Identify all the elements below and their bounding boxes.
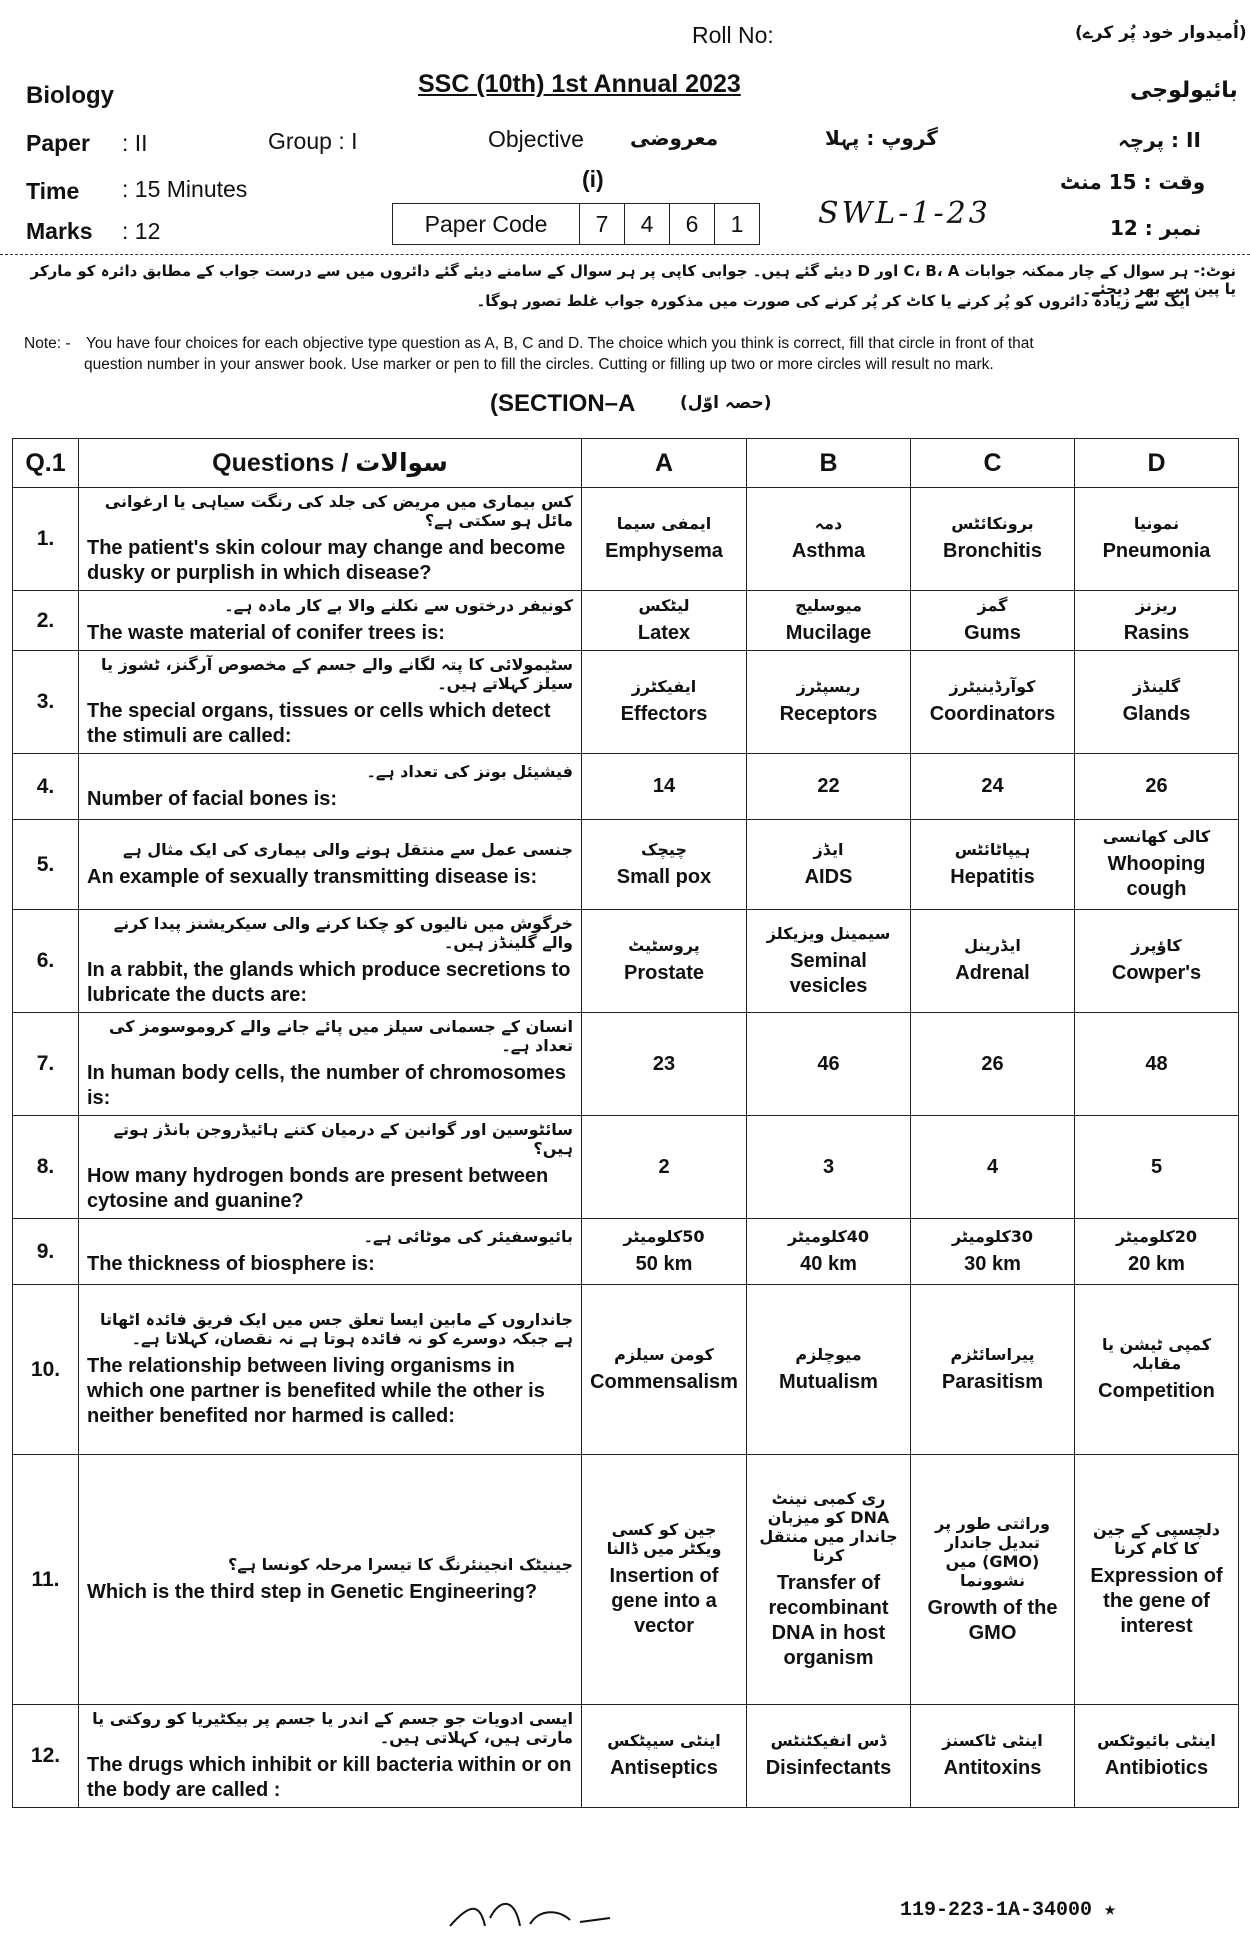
table-row xyxy=(13,591,1239,651)
option-b-cell xyxy=(747,1116,911,1219)
table-row xyxy=(13,754,1239,820)
option-b: Seminal vesicles xyxy=(789,949,868,997)
option-a: 23 xyxy=(652,1052,676,1075)
question-number: 2. xyxy=(13,591,79,651)
option-b: Disinfectants xyxy=(765,1757,892,1779)
option-c-cell xyxy=(911,1116,1075,1219)
question-urdu: بائیوسفیئر کی موٹائی ہے۔ xyxy=(363,1226,573,1246)
option-b-urdu: دمہ xyxy=(814,514,843,533)
option-b: AIDS xyxy=(804,865,853,888)
option-c: Growth of the GMO xyxy=(927,1596,1058,1644)
option-a-cell xyxy=(582,1013,747,1116)
option-b-urdu: میوسلیج xyxy=(795,595,862,615)
marks-urdu: نمبر : 12 xyxy=(1110,216,1202,240)
section-title: (SECTION–A xyxy=(490,390,636,417)
option-a: Emphysema xyxy=(605,540,723,562)
option-c: Parasitism xyxy=(941,1370,1044,1393)
question-urdu: فیشیئل بونز کی تعداد ہے۔ xyxy=(366,761,573,781)
question-number: 8. xyxy=(13,1116,79,1219)
option-d-cell xyxy=(1075,1285,1239,1455)
question-cell xyxy=(79,1219,582,1285)
table-header-row xyxy=(13,439,1239,488)
option-a: 14 xyxy=(652,775,676,797)
option-b: Mutualism xyxy=(779,1370,878,1393)
option-a-urdu: پروسٹیٹ xyxy=(628,936,700,955)
option-b: 3 xyxy=(822,1155,835,1178)
option-b-cell xyxy=(747,754,911,820)
option-b-urdu: ایڈز xyxy=(813,839,844,859)
table-row xyxy=(13,1455,1239,1705)
paper-label: Paper xyxy=(26,130,90,156)
option-d-urdu: نمونیا xyxy=(1133,514,1180,533)
option-b-urdu: میوچلزم xyxy=(795,1344,862,1364)
option-a-cell xyxy=(582,754,747,820)
handwritten-code: SWL-1-23 xyxy=(818,196,991,231)
note-english-label: Note: - xyxy=(24,335,71,352)
time-value: : 15 Minutes xyxy=(122,176,248,202)
subject-label: Biology xyxy=(26,82,114,109)
option-b-urdu: ریسپٹرز xyxy=(796,677,861,696)
option-b: 46 xyxy=(817,1052,840,1075)
option-c-urdu: ہیپاٹائٹس xyxy=(954,839,1031,859)
option-a: Antiseptics xyxy=(610,1757,718,1779)
question-number: 10. xyxy=(13,1285,79,1455)
option-a: Commensalism xyxy=(590,1370,738,1393)
question-urdu: جانداروں کے مابین ایسا تعلق جس میں ایک فریق فائدہ اٹھاتا ہے جبکہ دوسرے کو نہ فائدہ ہوتا ہے نہ نقصان، کہلاتا ہے۔ xyxy=(100,1310,573,1348)
header-b: B xyxy=(747,439,911,488)
question-english: The special organs, tissues or cells which detect the stimuli are called: xyxy=(87,700,551,747)
note-english-line2: question number in your answer book. Use marker or pen to fill the circles. Cutting or filling up two or more circles will result no mark. xyxy=(84,356,994,373)
option-d: Expression of the gene of interest xyxy=(1090,1565,1223,1637)
question-number: 9. xyxy=(13,1219,79,1285)
option-d-cell xyxy=(1075,591,1239,651)
option-c-cell xyxy=(911,1285,1075,1455)
option-c-cell xyxy=(911,820,1075,910)
option-b-cell xyxy=(747,1219,911,1285)
section-title-urdu: (حصہ اوّل) xyxy=(680,393,772,413)
option-c-cell xyxy=(911,488,1075,591)
option-d-urdu: کمپی ٹیشن یا مقابلہ xyxy=(1101,1335,1212,1373)
question-number: 12. xyxy=(13,1705,79,1808)
option-b: Receptors xyxy=(779,703,878,725)
marks-label: Marks xyxy=(26,218,93,244)
option-c-urdu: کوآرڈینیٹرز xyxy=(949,677,1036,696)
table-row xyxy=(13,820,1239,910)
exam-title: SSC (10th) 1st Annual 2023 xyxy=(418,70,741,98)
option-d-cell xyxy=(1075,754,1239,820)
option-b-urdu: ڈس انفیکٹنٹس xyxy=(770,1731,887,1750)
paper-code-box xyxy=(392,203,760,245)
paper-value: : II xyxy=(122,130,148,156)
option-c: 30 km xyxy=(964,1252,1021,1275)
header-q: Q.1 xyxy=(13,439,79,488)
option-c-cell xyxy=(911,1013,1075,1116)
option-a: Effectors xyxy=(620,703,708,725)
option-a-cell xyxy=(582,1285,747,1455)
option-a-cell xyxy=(582,910,747,1013)
question-urdu: خرگوش میں نالیوں کو چکنا کرنے والی سیکریشنز پیدا کرنے والے گلینڈز ہیں۔ xyxy=(113,914,573,952)
option-b: 22 xyxy=(817,775,840,797)
option-b: 40 km xyxy=(800,1252,857,1275)
table-row xyxy=(13,1116,1239,1219)
option-c-cell xyxy=(911,1219,1075,1285)
option-c-urdu: وراثتی طور پر تبدیل جاندار (GMO) میں نشوونما xyxy=(935,1513,1050,1590)
subject-urdu: بائیولوجی xyxy=(1130,78,1238,103)
option-a: Insertion of gene into a vector xyxy=(609,1565,719,1637)
header-a: A xyxy=(582,439,747,488)
question-english: The patient's skin colour may change and become dusky or purplish in which disease? xyxy=(87,537,566,584)
option-d: Whooping cough xyxy=(1107,853,1206,900)
option-b-cell xyxy=(747,820,911,910)
objective-urdu: معروضی xyxy=(630,126,719,150)
option-b-urdu: 40کلومیٹر xyxy=(787,1226,870,1246)
option-c-urdu: ایڈرینل xyxy=(964,936,1021,955)
question-english: The thickness of biosphere is: xyxy=(87,1252,375,1275)
option-c-urdu: پیراسائٹزم xyxy=(950,1344,1035,1364)
option-c: Bronchitis xyxy=(943,540,1042,562)
question-cell xyxy=(79,1705,582,1808)
paper-code-digit: 7 xyxy=(579,204,624,244)
option-a-urdu: جین کو کسی ویکٹر میں ڈالنا xyxy=(606,1520,722,1558)
option-c: Hepatitis xyxy=(950,865,1035,888)
option-c-cell xyxy=(911,910,1075,1013)
option-b: Asthma xyxy=(791,540,866,562)
option-c: Antitoxins xyxy=(943,1757,1042,1779)
time-label: Time xyxy=(26,178,80,204)
option-d-urdu: کاؤپرز xyxy=(1131,936,1182,955)
question-urdu: جنسی عمل سے منتقل ہونے والی بیماری کی ایک مثال ہے xyxy=(122,839,573,859)
question-cell xyxy=(79,488,582,591)
option-c: Coordinators xyxy=(929,703,1056,725)
option-d: 48 xyxy=(1145,1052,1168,1075)
option-d-cell xyxy=(1075,910,1239,1013)
question-cell xyxy=(79,1285,582,1455)
header-c: C xyxy=(911,439,1075,488)
question-cell xyxy=(79,651,582,754)
question-cell xyxy=(79,910,582,1013)
option-a-cell xyxy=(582,651,747,754)
table-row xyxy=(13,651,1239,754)
option-d-cell xyxy=(1075,1705,1239,1808)
table-row xyxy=(13,910,1239,1013)
option-d-cell xyxy=(1075,820,1239,910)
table-row xyxy=(13,488,1239,591)
question-english: The relationship between living organisms in which one partner is benefited while the other is neither benefited nor harmed is called: xyxy=(87,1355,545,1427)
header-divider xyxy=(0,254,1250,255)
question-urdu: سائٹوسین اور گوانین کے درمیان کتنے ہائیڈروجن بانڈز ہوتے ہیں؟ xyxy=(113,1120,573,1158)
option-d: Cowper's xyxy=(1111,962,1202,984)
header-questions: Questions / سوالات xyxy=(79,439,582,488)
option-a-urdu: چیچک xyxy=(641,839,687,859)
signature xyxy=(440,1898,660,1928)
option-d-urdu: کالی کھانسی xyxy=(1102,827,1211,846)
note-urdu-line2: ایک سے زیادہ دائروں کو پُر کرنے یا کاٹ کر پُر کرنے کی صورت میں مذکورہ جواب غلط تصور ہوگا۔ xyxy=(476,292,1190,310)
question-number: 7. xyxy=(13,1013,79,1116)
question-urdu: کس بیماری میں مریض کی جلد کی رنگت سیاہی یا ارغوانی مائل ہو سکتی ہے؟ xyxy=(104,492,573,530)
question-cell xyxy=(79,1013,582,1116)
questions-table xyxy=(12,438,1239,1808)
question-english: The waste material of conifer trees is: xyxy=(87,621,445,644)
option-b-cell xyxy=(747,488,911,591)
option-a-urdu: لیٹکس xyxy=(638,595,690,615)
note-urdu-line1: نوٹ:- ہر سوال کے چار ممکنہ جوابات C، B، A اور D دیئے گئے ہیں۔ جوابی کاپی پر ہر سوال کے سامنے دیئے گئے دائروں میں سے درست جواب کے مطابق دائرہ کو مارکر یا پین سے بھر دیجئے۔ xyxy=(30,262,1236,298)
option-a-cell xyxy=(582,1705,747,1808)
table-row xyxy=(13,1219,1239,1285)
option-c-urdu: گمز xyxy=(977,595,1008,615)
option-c: 24 xyxy=(981,775,1004,797)
table-row xyxy=(13,1285,1239,1455)
question-cell xyxy=(79,820,582,910)
question-urdu: جینیٹک انجینئرنگ کا تیسرا مرحلہ کونسا ہے؟ xyxy=(228,1554,573,1574)
option-c-urdu: اینٹی ٹاکسنز xyxy=(942,1731,1043,1750)
group-label: Group : I xyxy=(268,128,358,154)
option-d-urdu: 20کلومیٹر xyxy=(1115,1226,1198,1246)
option-a-urdu: ایمفی سیما xyxy=(616,514,712,533)
header-d: D xyxy=(1075,439,1239,488)
section-index: (i) xyxy=(582,166,604,192)
question-english: The drugs which inhibit or kill bacteria within or on the body are called : xyxy=(87,1754,572,1801)
time-urdu: وقت : 15 منٹ xyxy=(1060,170,1206,194)
option-c: Adrenal xyxy=(955,962,1030,984)
option-b-urdu: ری کمبی نینٹ DNA کو میزبان جاندار میں منتقل کرنا xyxy=(759,1488,898,1565)
option-c-cell xyxy=(911,1455,1075,1705)
option-d-urdu: ریزنز xyxy=(1135,595,1178,615)
question-cell xyxy=(79,1116,582,1219)
option-a-cell xyxy=(582,488,747,591)
option-c-urdu: 30کلومیٹر xyxy=(951,1226,1034,1246)
question-english: In a rabbit, the glands which produce secretions to lubricate the ducts are: xyxy=(87,959,571,1006)
option-d: Antibiotics xyxy=(1104,1757,1209,1779)
question-urdu: کونیفر درختوں سے نکلنے والا بے کار مادہ ہے۔ xyxy=(224,595,573,615)
roll-no-label: Roll No: xyxy=(692,22,774,48)
option-d-urdu: دلچسپی کے جین کا کام کرنا xyxy=(1092,1520,1221,1558)
question-number: 6. xyxy=(13,910,79,1013)
table-row xyxy=(13,1705,1239,1808)
option-a: 50 km xyxy=(635,1252,693,1275)
option-d-cell xyxy=(1075,1219,1239,1285)
option-c: 4 xyxy=(986,1155,999,1178)
question-urdu: انسان کے جسمانی سیلز میں پائے جانے والے کروموسومز کی تعداد ہے۔ xyxy=(109,1017,573,1055)
question-english: How many hydrogen bonds are present between cytosine and guanine? xyxy=(87,1165,549,1212)
option-c-urdu: برونکائٹس xyxy=(951,514,1034,533)
paper-code-digit: 4 xyxy=(624,204,669,244)
question-cell xyxy=(79,591,582,651)
question-english: Number of facial bones is: xyxy=(87,787,338,810)
question-cell xyxy=(79,754,582,820)
option-c: 26 xyxy=(981,1052,1004,1075)
option-b-cell xyxy=(747,910,911,1013)
option-d-cell xyxy=(1075,1455,1239,1705)
paper-code-digit: 6 xyxy=(669,204,714,244)
option-d: Glands xyxy=(1122,703,1191,725)
table-row xyxy=(13,1013,1239,1116)
question-english: In human body cells, the number of chromosomes is: xyxy=(87,1062,566,1109)
option-a-cell xyxy=(582,591,747,651)
option-b: Mucilage xyxy=(785,621,872,644)
option-d: Rasins xyxy=(1123,621,1190,644)
option-d-cell xyxy=(1075,651,1239,754)
question-urdu: ایسی ادویات جو جسم کے اندر یا جسم پر بیکٹیریا کو روکتی یا مارتی ہیں، کہلاتی ہیں۔ xyxy=(92,1709,573,1747)
marks-value: : 12 xyxy=(122,218,161,244)
option-d-urdu: اینٹی بائیوٹکس xyxy=(1097,1731,1216,1750)
option-a-cell xyxy=(582,1455,747,1705)
option-c-cell xyxy=(911,591,1075,651)
option-c-cell xyxy=(911,754,1075,820)
option-a-cell xyxy=(582,820,747,910)
option-d: 26 xyxy=(1145,775,1168,797)
option-a: Latex xyxy=(637,621,691,644)
question-number: 3. xyxy=(13,651,79,754)
question-number: 11. xyxy=(13,1455,79,1705)
note-english-line1: You have four choices for each objective type question as A, B, C and D. The choice which you think is correct, fill that circle in front of that xyxy=(86,335,1034,352)
option-b-cell xyxy=(747,1285,911,1455)
option-d: Pneumonia xyxy=(1102,540,1211,562)
option-b-cell xyxy=(747,591,911,651)
question-number: 1. xyxy=(13,488,79,591)
option-b: Transfer of recombinant DNA in host organism xyxy=(768,1571,889,1669)
question-number: 4. xyxy=(13,754,79,820)
option-b-cell xyxy=(747,1013,911,1116)
option-b-urdu: سیمینل ویزیکلز xyxy=(766,923,891,943)
option-a-urdu: اینٹی سیپٹکس xyxy=(607,1731,721,1750)
paper-urdu: II : پرچہ xyxy=(1118,128,1201,152)
option-d-cell xyxy=(1075,488,1239,591)
question-urdu: سٹیمولائی کا پتہ لگانے والے جسم کے مخصوص آرگنز، ٹشوز یا سیلز کہلاتے ہیں۔ xyxy=(100,655,573,693)
option-d-cell xyxy=(1075,1013,1239,1116)
question-english: An example of sexually transmitting disease is: xyxy=(87,865,538,888)
option-a: 2 xyxy=(658,1155,670,1178)
option-a-urdu: ایفیکٹرز xyxy=(631,677,697,696)
option-a-urdu: کومن سیلزم xyxy=(614,1344,714,1364)
option-d: 5 xyxy=(1150,1155,1163,1178)
footer-serial: 119-223-1A-34000 ★ xyxy=(900,1899,1117,1922)
option-a-urdu: 50کلومیٹر xyxy=(623,1226,705,1246)
option-b-cell xyxy=(747,1705,911,1808)
option-b-cell xyxy=(747,1455,911,1705)
option-c: Gums xyxy=(964,621,1021,644)
option-d-cell xyxy=(1075,1116,1239,1219)
option-d: Competition xyxy=(1098,1380,1215,1402)
option-a: Prostate xyxy=(623,962,705,984)
option-d: 20 km xyxy=(1128,1252,1185,1275)
option-a-cell xyxy=(582,1219,747,1285)
group-urdu: گروپ : پہلا xyxy=(825,126,938,150)
option-d-urdu: گلینڈز xyxy=(1132,677,1181,696)
option-c-cell xyxy=(911,1705,1075,1808)
paper-code-label: Paper Code xyxy=(424,210,548,237)
question-cell xyxy=(79,1455,582,1705)
option-b-cell xyxy=(747,651,911,754)
option-a-cell xyxy=(582,1116,747,1219)
option-a: Small pox xyxy=(616,865,712,888)
paper-code-digit: 1 xyxy=(714,204,759,244)
roll-no-urdu-note: (اُمیدوار خود پُر کرے) xyxy=(1075,23,1247,43)
option-c-cell xyxy=(911,651,1075,754)
objective-label: Objective xyxy=(488,126,584,152)
question-english: Which is the third step in Genetic Engineering? xyxy=(87,1580,538,1603)
question-number: 5. xyxy=(13,820,79,910)
